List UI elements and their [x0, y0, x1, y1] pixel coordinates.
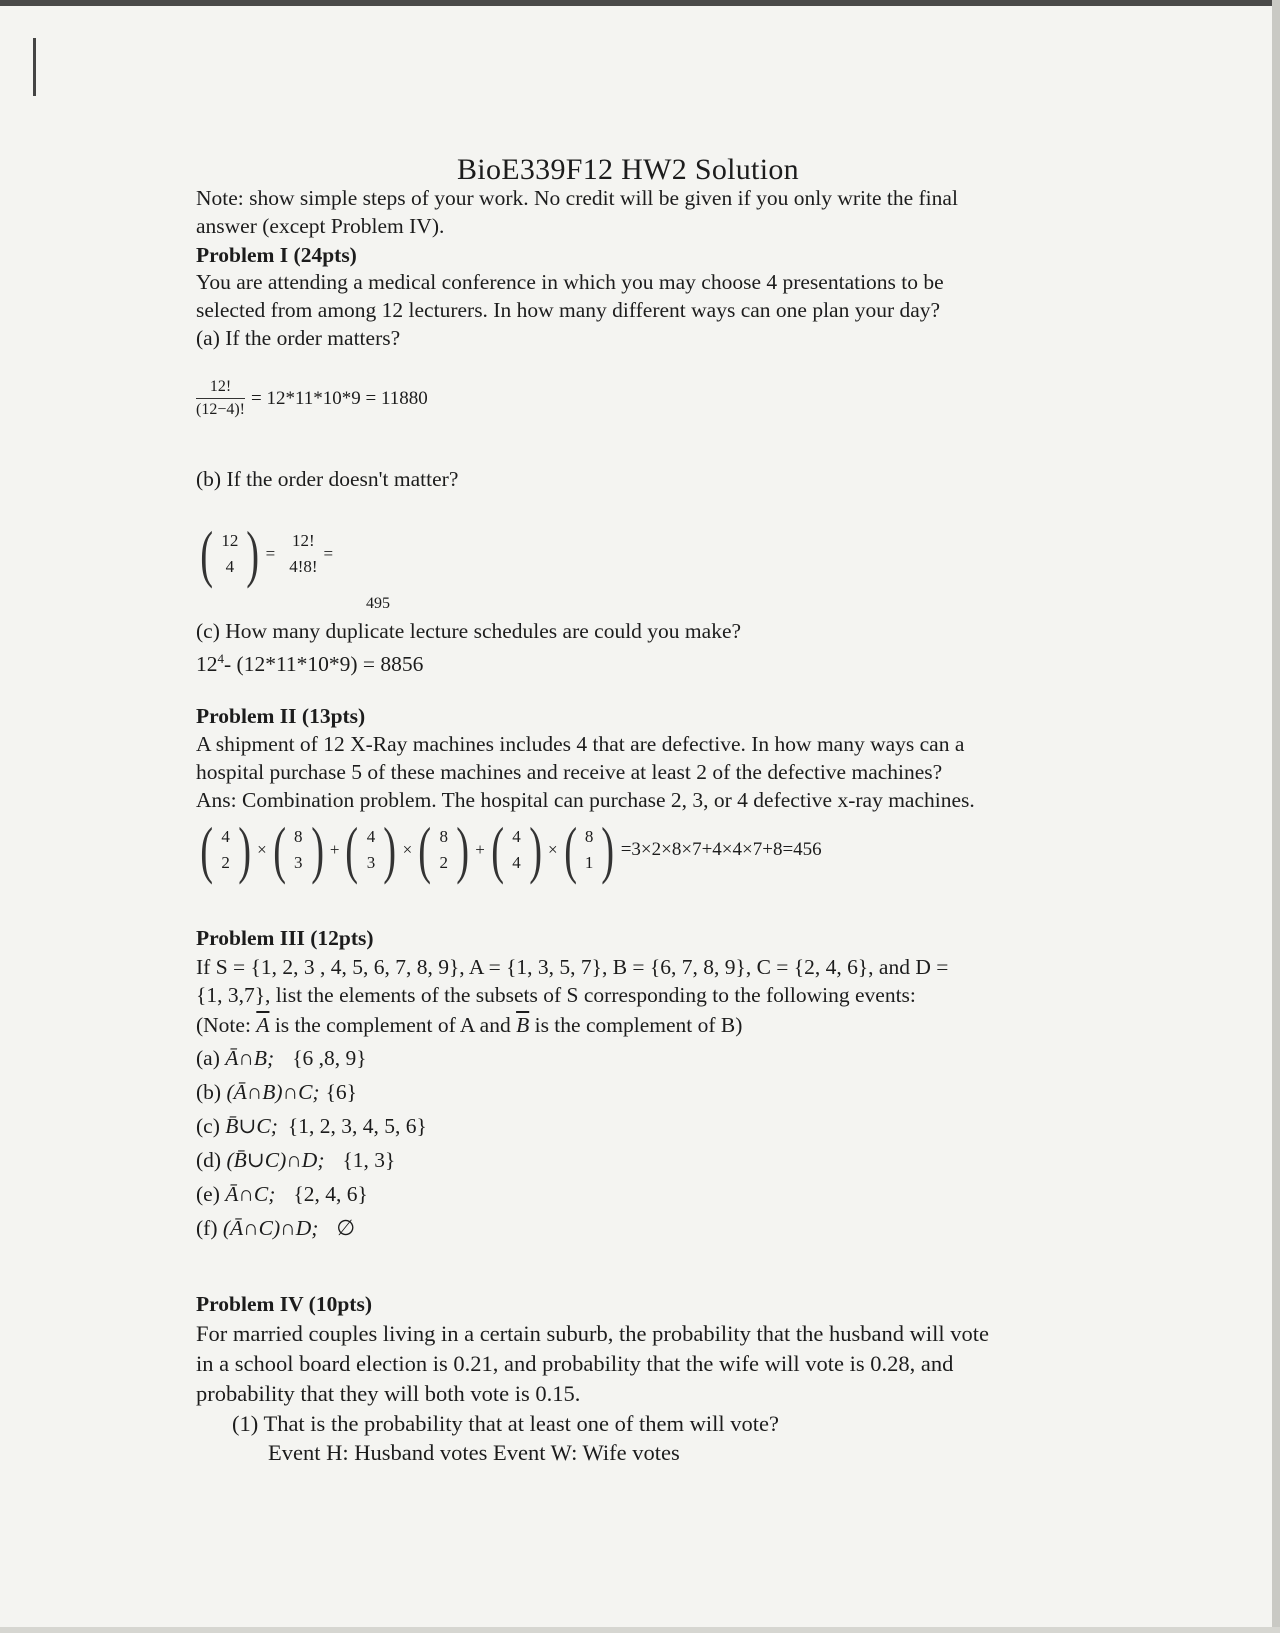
times-sign: × [257, 840, 267, 859]
right-paren: ) [238, 814, 251, 885]
problem-4-question-1: (1) That is the probability that at least one of them will vote? [232, 1411, 779, 1436]
binomial-4-2 [217, 824, 234, 876]
fraction-combination [285, 528, 321, 580]
complement-b-symbol: $\overline{B}$ [516, 1013, 530, 1037]
problem-1-question-b: (b) If the order doesn't matter? [196, 467, 459, 491]
problem-3-heading: Problem III (12pts) [196, 926, 374, 950]
left-paren: ( [200, 814, 214, 885]
problem-3-item-a [196, 1044, 367, 1072]
problem-3-item-f [196, 1214, 355, 1242]
right-paren: ) [528, 814, 542, 885]
problem-3-line-2: {1, 3,7}, list the elements of the subsets of S corresponding to the following events: [196, 983, 916, 1007]
item-expression: (B̄∪C)∩D; [226, 1148, 325, 1172]
left-paren: ( [272, 814, 286, 885]
item-label: (a) [196, 1046, 226, 1070]
problem-4-heading: Problem IV (10pts) [196, 1292, 372, 1316]
problem-3-note [196, 1011, 742, 1039]
problem-2-result: =3×2×8×7+4×4×7+8=456 [620, 839, 822, 860]
problem-1-answer-b [196, 518, 335, 589]
left-paren: ( [200, 518, 214, 589]
page-title: BioE339F12 HW2 Solution [457, 153, 799, 186]
problem-1-text-1: You are attending a medical conference in which you may choose 4 presentations to be [196, 270, 944, 294]
right-paren: ) [456, 814, 470, 885]
binom-bottom: 3 [366, 853, 376, 872]
binom-bottom: 2 [221, 853, 230, 872]
item-answer: {1, 3} [342, 1148, 396, 1172]
item-expression: (Ā∩B)∩C; [226, 1080, 320, 1104]
note-line-1: Note: show simple steps of your work. No credit will be given if you only write the final [196, 186, 958, 210]
binom-bottom: 3 [294, 853, 303, 872]
problem-3-item-b [196, 1078, 357, 1106]
note-middle: is the complement of A and [269, 1013, 517, 1037]
problem-2-heading: Problem II (13pts) [196, 704, 366, 728]
right-paren: ) [246, 518, 260, 589]
binom-top: 4 [366, 827, 376, 846]
binomial-4-4 [508, 824, 525, 876]
item-answer: {1, 2, 3, 4, 5, 6} [287, 1114, 427, 1138]
problem-1-question-c: (c) How many duplicate lecture schedules are could you make? [196, 619, 742, 643]
problem-3-line-1: If S = {1, 2, 3 , 4, 5, 6, 7, 8, 9}, A = {1, 3, 5, 7}, B = {6, 7, 8, 9}, C = {2, 4, 6}, and D = [196, 955, 949, 979]
complement-a-symbol: $\overline{A}$ [256, 1013, 270, 1037]
item-answer: {2, 4, 6} [293, 1182, 368, 1206]
scan-right-edge [1272, 0, 1280, 1633]
fraction-permutation [196, 378, 245, 419]
binom-bottom: 2 [439, 853, 448, 872]
note-prefix: (Note: [196, 1013, 257, 1037]
fraction-denominator: 4!8! [289, 557, 318, 576]
binom-bottom: 4 [512, 853, 521, 872]
margin-pen-mark [33, 38, 36, 96]
binomial-4-3 [363, 824, 380, 876]
binomial-8-2 [435, 824, 452, 876]
item-expression: Ā∩C; [225, 1182, 276, 1206]
item-label: (b) [196, 1080, 227, 1104]
times-sign: × [548, 840, 558, 859]
item-answer: {6} [325, 1080, 357, 1104]
times-sign: × [402, 840, 413, 859]
item-expression: Ā∩B; [225, 1046, 275, 1070]
problem-3-item-c [196, 1112, 427, 1140]
equals-sign: = [265, 544, 276, 563]
problem-3-item-e [196, 1180, 368, 1208]
binom-top: 4 [512, 827, 521, 846]
right-paren: ) [601, 814, 615, 885]
binomial-12-4 [217, 528, 242, 580]
problem-4-text-2: in a school board election is 0.21, and probability that the wife will vote is 0.28, and [196, 1351, 954, 1376]
plus-sign: + [475, 840, 485, 859]
item-label: (f) [196, 1216, 223, 1240]
problem-1-answer-a [196, 378, 428, 419]
binom-top: 8 [294, 827, 303, 846]
fraction-numerator: 12! [292, 531, 315, 550]
answer-c-base: 12 [196, 652, 218, 677]
problem-4-text-1: For married couples living in a certain suburb, the probability that the husband will vote [196, 1321, 989, 1346]
answer-c-rest: - (12*11*10*9) = 8856 [224, 652, 424, 677]
item-label: (d) [196, 1148, 227, 1172]
answer-b-value: 495 [366, 595, 390, 612]
answer-a-value: = 12*11*10*9 = 11880 [251, 387, 428, 409]
note-suffix: is the complement of B) [529, 1013, 743, 1037]
left-paren: ( [345, 814, 359, 885]
problem-2-text-2: hospital purchase 5 of these machines and receive at least 2 of the defective machines? [196, 760, 943, 784]
item-label: (e) [196, 1182, 226, 1206]
problem-2-text-1: A shipment of 12 X-Ray machines includes 4 that are defective. In how many ways can a [196, 732, 965, 756]
problem-4-events: Event H: Husband votes Event W: Wife votes [268, 1440, 680, 1465]
problem-1-text-2: selected from among 12 lecturers. In how many different ways can one plan your day? [196, 298, 941, 322]
fraction-denominator: (12−4)! [196, 401, 246, 418]
problem-1-question-a: (a) If the order matters? [196, 326, 401, 350]
binom-top: 8 [584, 827, 594, 846]
problem-1-heading: Problem I (24pts) [196, 243, 357, 267]
right-paren: ) [383, 814, 397, 885]
note-line-2: answer (except Problem IV). [196, 214, 445, 238]
item-answer: ∅ [336, 1216, 356, 1240]
item-expression: B̄∪C; [225, 1114, 278, 1138]
binom-top: 8 [439, 827, 448, 846]
binomial-8-1 [581, 824, 598, 876]
item-answer: {6 ,8, 9} [292, 1046, 367, 1070]
left-paren: ( [491, 814, 504, 885]
left-paren: ( [418, 814, 432, 885]
left-paren: ( [563, 814, 577, 885]
plus-sign: + [329, 840, 340, 859]
scan-bottom-edge [0, 1627, 1280, 1633]
problem-1-answer-c [196, 645, 423, 678]
problem-4-text-3: probability that they will both vote is 0.15. [196, 1381, 581, 1406]
equals-sign: = [323, 544, 334, 563]
item-expression: (Ā∩C)∩D; [222, 1216, 319, 1240]
binom-bottom: 1 [584, 853, 594, 872]
fraction-numerator: 12! [196, 378, 245, 399]
problem-2-text-3: Ans: Combination problem. The hospital can purchase 2, 3, or 4 defective x-ray machines. [196, 788, 975, 812]
answer-c-exponent: 4 [217, 651, 224, 666]
item-label: (c) [196, 1114, 226, 1138]
binom-top: 4 [221, 827, 230, 846]
right-paren: ) [310, 814, 324, 885]
binomial-8-3 [290, 824, 307, 876]
scan-top-edge [0, 0, 1280, 6]
binom-bottom: 4 [225, 557, 235, 576]
problem-2-binomial-expression [196, 814, 822, 885]
problem-3-item-d [196, 1146, 395, 1174]
binom-top: 12 [221, 531, 239, 550]
